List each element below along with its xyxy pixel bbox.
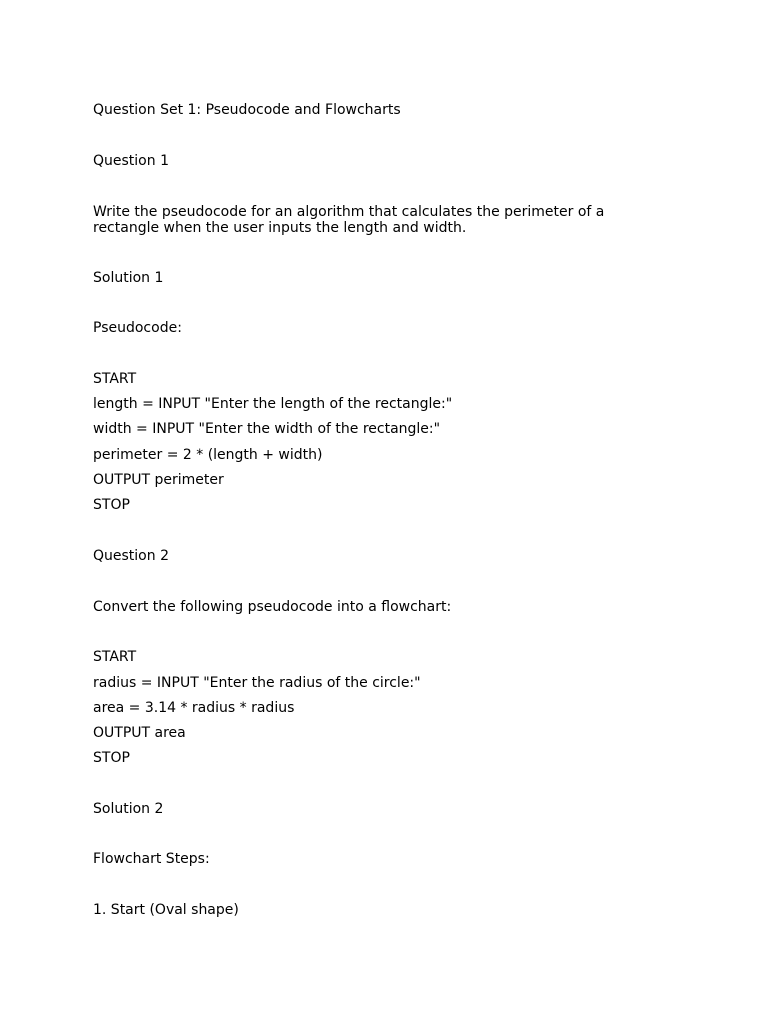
question-2-title: Question 2: [93, 548, 169, 564]
solution-2-title: Solution 2: [93, 801, 164, 817]
solution-2-label: Flowchart Steps:: [93, 851, 210, 867]
question-2-text: Convert the following pseudocode into a flowchart:: [93, 599, 452, 615]
code-line: OUTPUT area: [93, 725, 186, 741]
code-line: area = 3.14 * radius * radius: [93, 700, 295, 716]
code-line: STOP: [93, 750, 130, 766]
code-line: START: [93, 371, 137, 387]
flowchart-step: 1. Start (Oval shape): [93, 902, 239, 918]
code-line: STOP: [93, 497, 130, 513]
solution-1-label: Pseudocode:: [93, 320, 182, 336]
code-line: perimeter = 2 * (length + width): [93, 447, 323, 463]
solution-1-title: Solution 1: [93, 270, 164, 286]
code-line: width = INPUT "Enter the width of the rectangle:": [93, 421, 441, 437]
code-line: radius = INPUT "Enter the radius of the circle:": [93, 675, 421, 691]
question-1-title: Question 1: [93, 153, 169, 169]
code-line: START: [93, 649, 137, 665]
code-line: length = INPUT "Enter the length of the rectangle:": [93, 396, 453, 412]
question-1-text: Write the pseudocode for an algorithm that calculates the perimeter of a rectangle when the user inputs the length and width.: [93, 204, 609, 236]
code-line: OUTPUT perimeter: [93, 472, 224, 488]
document-heading: Question Set 1: Pseudocode and Flowcharts: [93, 102, 401, 118]
